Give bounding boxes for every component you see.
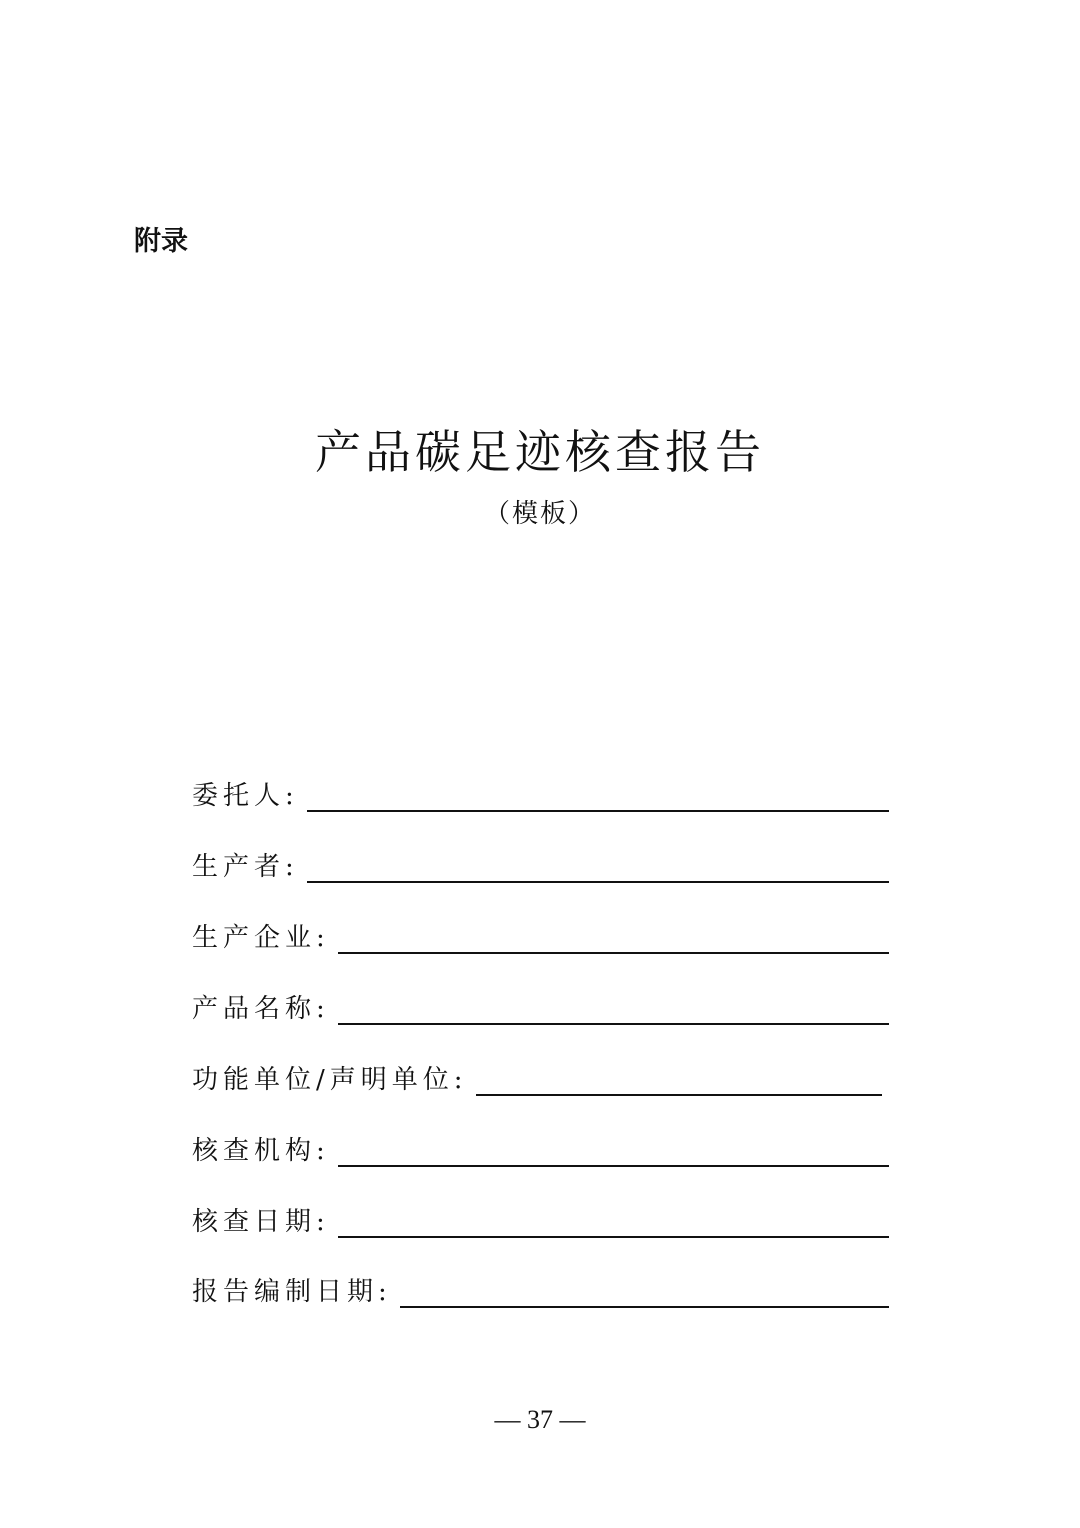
form-field-manufacturer	[192, 914, 889, 960]
form-field-producer	[192, 843, 889, 889]
page-number: — 37 —	[494, 1405, 586, 1434]
form-field-client	[192, 772, 889, 818]
field-input-line-product-name[interactable]	[338, 1023, 889, 1025]
field-input-line-verification-body[interactable]	[338, 1165, 889, 1167]
form-field-report-date	[192, 1268, 889, 1314]
form-field-functional-unit	[192, 1056, 882, 1102]
field-label-manufacturer: 生产企业:	[192, 923, 330, 953]
form-field-verification-date	[192, 1198, 889, 1244]
field-label-report-date: 报告编制日期:	[192, 1277, 392, 1307]
field-input-line-verification-date[interactable]	[338, 1236, 889, 1238]
form-field-verification-body	[192, 1127, 889, 1173]
field-label-functional-unit: 功能单位/声明单位:	[192, 1065, 468, 1095]
field-input-line-client[interactable]	[307, 810, 889, 812]
field-input-line-producer[interactable]	[307, 881, 889, 883]
appendix-label: 附录	[134, 226, 188, 257]
field-input-line-functional-unit[interactable]	[476, 1094, 882, 1096]
field-label-verification-date: 核查日期:	[192, 1207, 330, 1237]
report-title: 产品碳足迹核查报告	[315, 425, 765, 479]
field-input-line-manufacturer[interactable]	[338, 952, 889, 954]
field-label-producer: 生产者:	[192, 852, 299, 882]
field-input-line-report-date[interactable]	[400, 1306, 889, 1308]
form-field-product-name	[192, 985, 889, 1031]
field-label-product-name: 产品名称:	[192, 994, 330, 1024]
field-label-client: 委托人:	[192, 781, 299, 811]
report-subtitle: （模板）	[483, 499, 596, 529]
field-label-verification-body: 核查机构:	[192, 1136, 330, 1166]
